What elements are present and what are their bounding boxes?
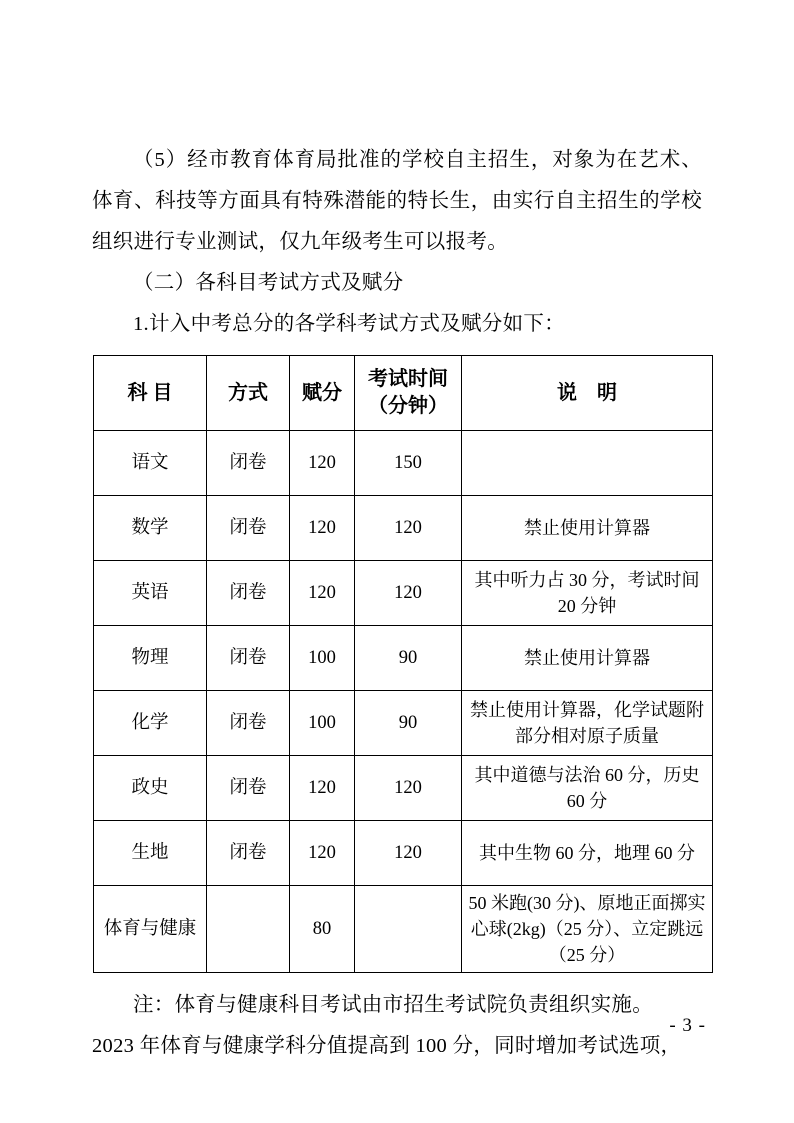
table-row — [94, 691, 713, 756]
cell-time — [355, 886, 462, 973]
cell-score: 80 — [290, 886, 355, 973]
table-row — [94, 431, 713, 496]
cell-method — [207, 886, 290, 973]
cell-subject: 数学 — [94, 496, 207, 561]
header-subject: 科 目 — [94, 356, 207, 431]
paragraph-section-two: （二）各科目考试方式及赋分 — [133, 272, 404, 294]
cell-score: 120 — [290, 431, 355, 496]
paragraph-item-5: （5）经市教育体育局批准的学校自主招生，对象为在艺术、体育、科技等方面具有特殊潜能的特长生，由实行自主招生的学校组织进行专业测试，仅九年级考生可以报考。 — [92, 149, 702, 253]
cell-subject: 英语 — [94, 561, 207, 626]
cell-note — [462, 431, 713, 496]
page-number: - 3 - — [669, 1015, 706, 1036]
table-row — [94, 756, 713, 821]
cell-subject: 语文 — [94, 431, 207, 496]
cell-note: 禁止使用计算器 — [462, 626, 713, 691]
cell-score: 100 — [290, 691, 355, 756]
paragraph-list-1: 1.计入中考总分的各学科考试方式及赋分如下： — [133, 313, 565, 335]
cell-method: 闭卷 — [207, 691, 290, 756]
cell-time: 120 — [355, 496, 462, 561]
cell-score: 120 — [290, 496, 355, 561]
cell-method: 闭卷 — [207, 496, 290, 561]
header-method: 方式 — [207, 356, 290, 431]
cell-time: 120 — [355, 561, 462, 626]
score-table-wrapper — [92, 355, 706, 973]
header-note: 说 明 — [462, 356, 713, 431]
cell-time: 120 — [355, 821, 462, 886]
cell-note: 其中生物 60 分，地理 60 分 — [462, 821, 713, 886]
cell-subject: 体育与健康 — [94, 886, 207, 973]
table-header — [94, 356, 713, 431]
header-exam-time-line2: （分钟） — [368, 395, 448, 417]
table-row — [94, 561, 713, 626]
cell-time: 90 — [355, 626, 462, 691]
cell-subject: 政史 — [94, 756, 207, 821]
table-row — [94, 496, 713, 561]
table-header-row — [94, 356, 713, 431]
cell-method: 闭卷 — [207, 821, 290, 886]
cell-score: 120 — [290, 821, 355, 886]
paragraph-note-continued: 2023 年体育与健康学科分值提高到 100 分，同时增加考试选项， — [92, 1035, 682, 1057]
cell-note: 禁止使用计算器，化学试题附部分相对原子质量 — [462, 691, 713, 756]
header-exam-time — [355, 356, 462, 431]
cell-score: 100 — [290, 626, 355, 691]
cell-score: 120 — [290, 561, 355, 626]
cell-time: 120 — [355, 756, 462, 821]
cell-subject: 化学 — [94, 691, 207, 756]
cell-method: 闭卷 — [207, 626, 290, 691]
cell-note: 50 米跑(30 分)、原地正面掷实心球(2kg)（25 分）、立定跳远（25 分） — [462, 886, 713, 973]
table-row — [94, 886, 713, 973]
cell-method: 闭卷 — [207, 756, 290, 821]
cell-note: 其中听力占 30 分，考试时间 20 分钟 — [462, 561, 713, 626]
table-body — [94, 431, 713, 973]
score-table — [93, 355, 713, 973]
header-score: 赋分 — [290, 356, 355, 431]
table-row — [94, 626, 713, 691]
cell-note: 禁止使用计算器 — [462, 496, 713, 561]
table-row — [94, 821, 713, 886]
cell-method: 闭卷 — [207, 561, 290, 626]
paragraph-note: 注：体育与健康科目考试由市招生考试院负责组织实施。 — [133, 994, 653, 1016]
cell-time: 150 — [355, 431, 462, 496]
cell-subject: 物理 — [94, 626, 207, 691]
cell-score: 120 — [290, 756, 355, 821]
cell-method: 闭卷 — [207, 431, 290, 496]
header-exam-time-line1: 考试时间 — [368, 368, 448, 390]
cell-note: 其中道德与法治 60 分，历史 60 分 — [462, 756, 713, 821]
cell-subject: 生地 — [94, 821, 207, 886]
cell-time: 90 — [355, 691, 462, 756]
